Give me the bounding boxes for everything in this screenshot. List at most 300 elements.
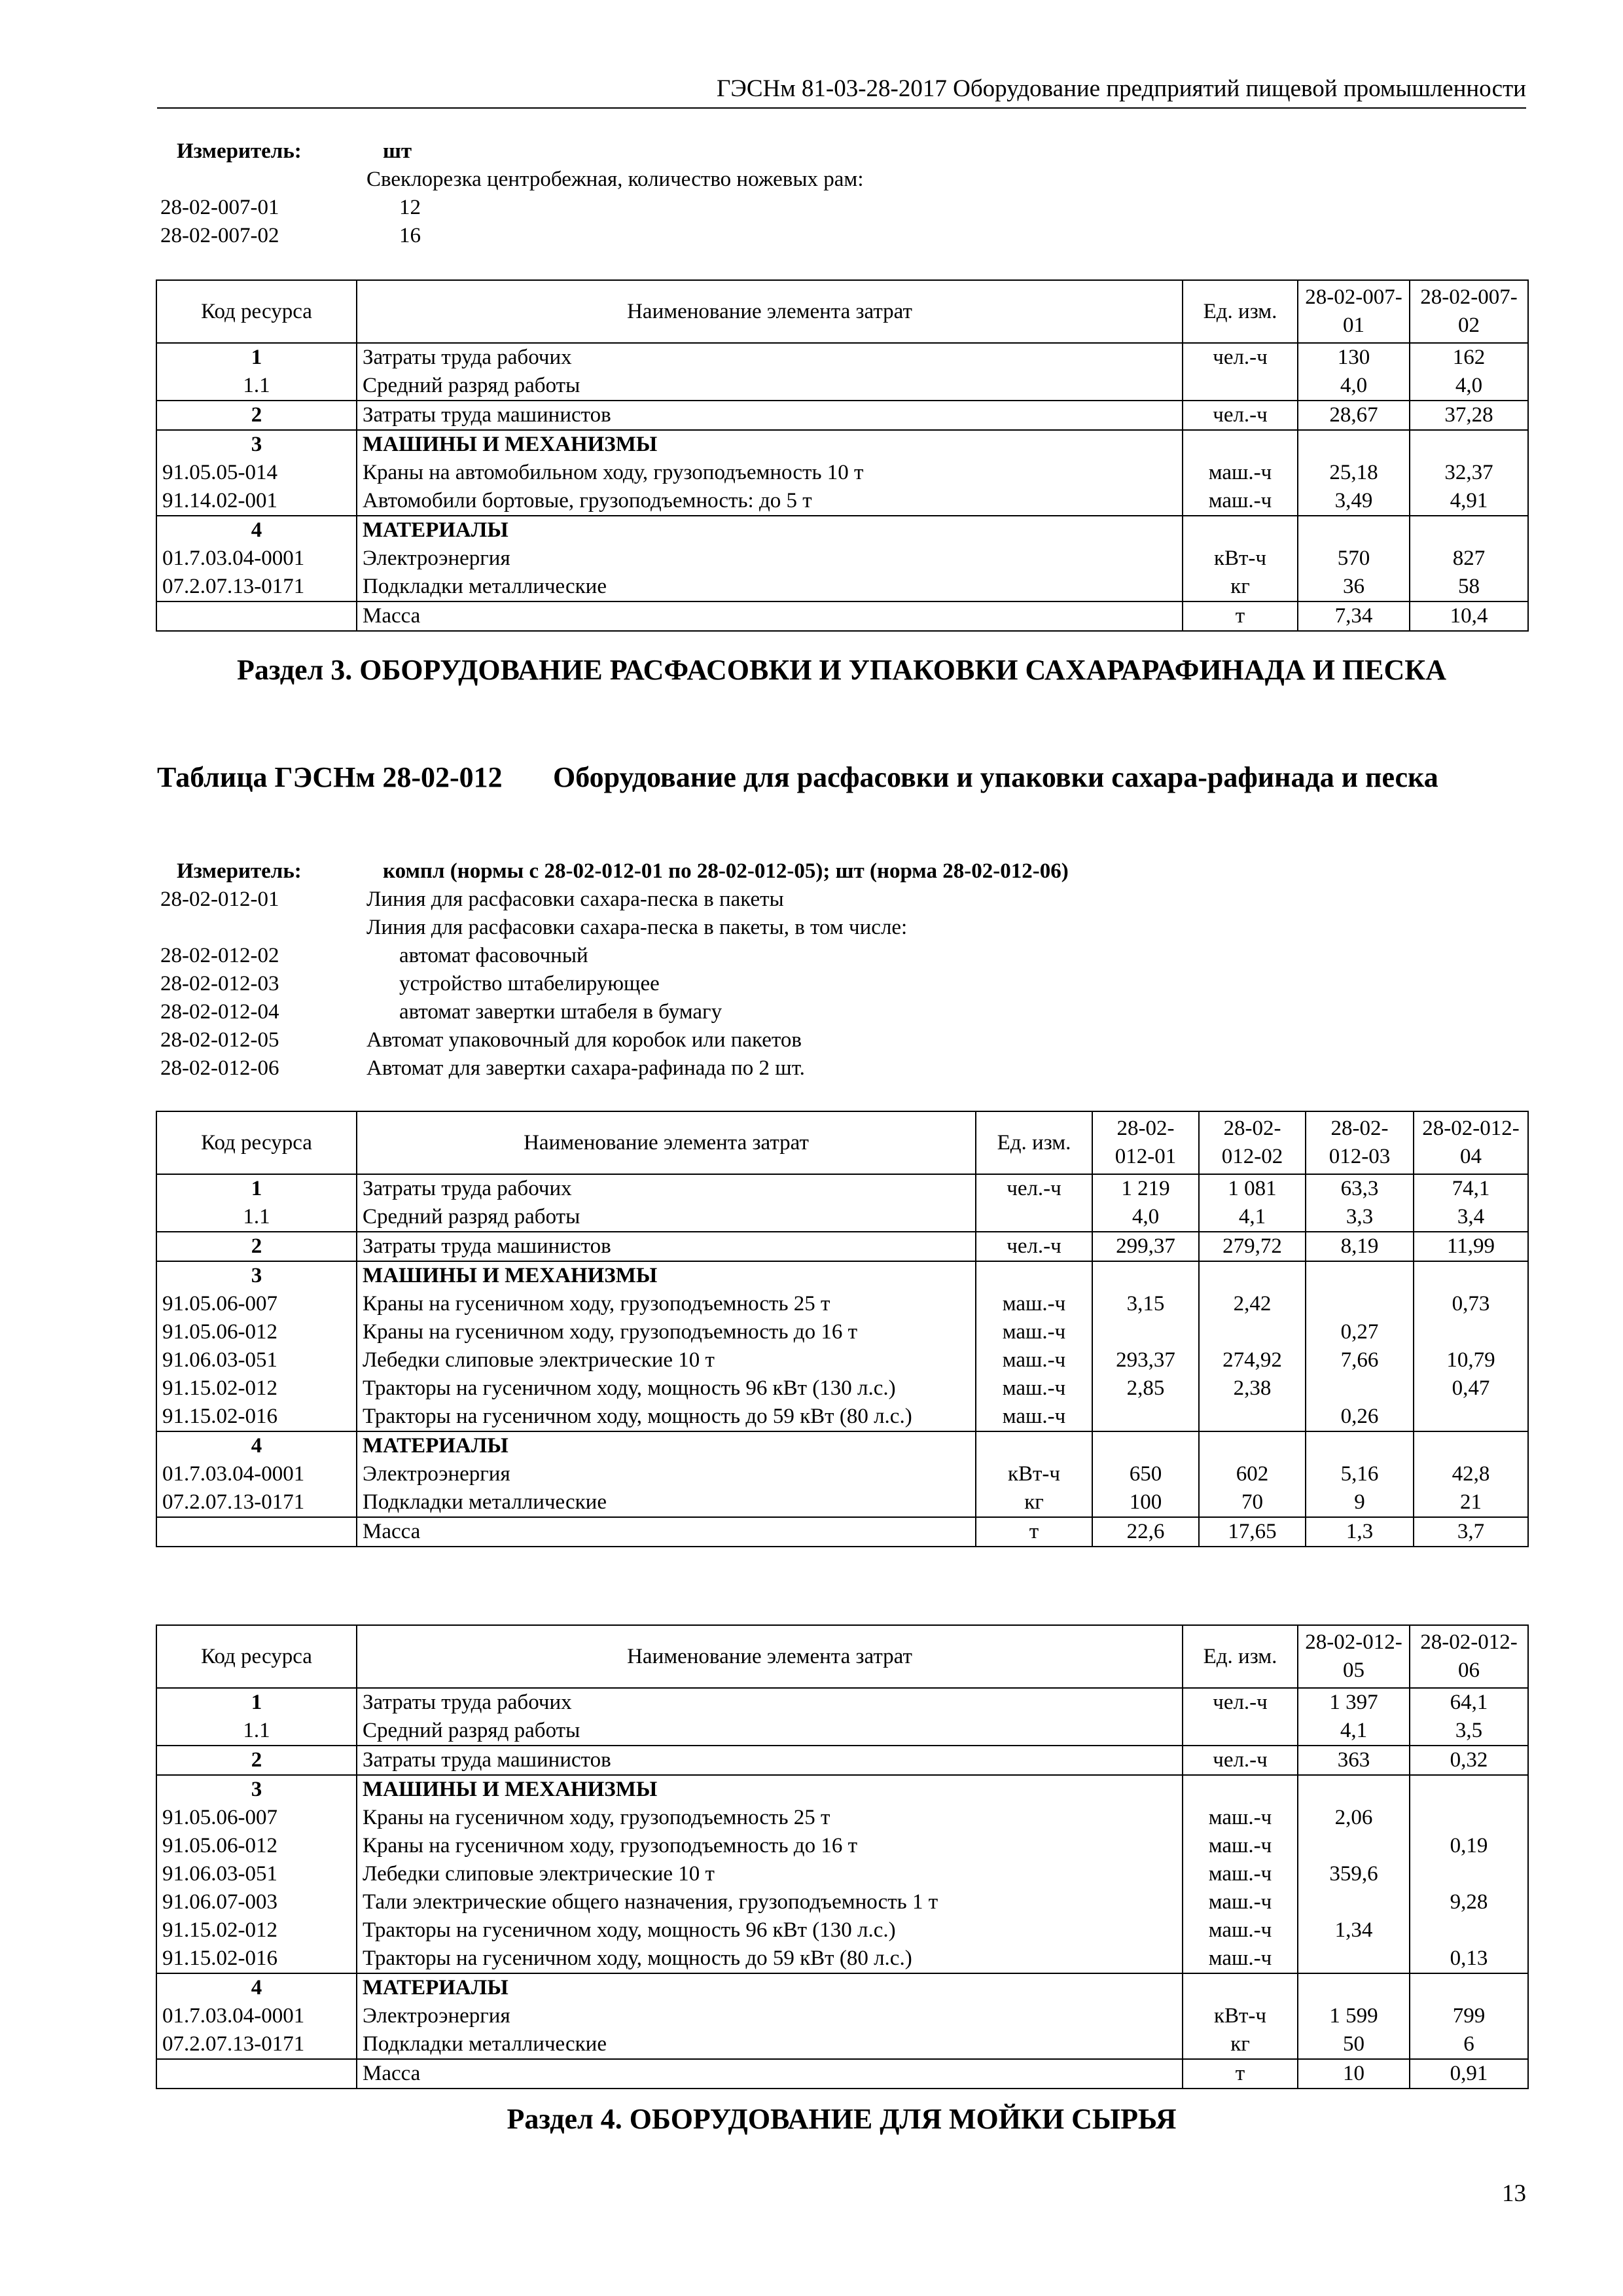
cell-name: Лебедки слиповые электрические 10 т bbox=[357, 1346, 976, 1374]
table-row bbox=[156, 1318, 1528, 1346]
cell-value bbox=[1199, 1431, 1306, 1460]
table-row bbox=[156, 601, 1528, 631]
cell-value bbox=[1199, 1318, 1306, 1346]
table-row bbox=[156, 1916, 1528, 1945]
cell-value bbox=[1414, 1318, 1528, 1346]
col-header-norm: 28-02-012-04 bbox=[1414, 1111, 1528, 1174]
cell-name: Электроэнергия bbox=[357, 545, 1183, 573]
cell-code bbox=[156, 2059, 357, 2089]
table-header-row bbox=[156, 280, 1528, 343]
cell-value bbox=[1092, 1261, 1199, 1290]
cell-value: 1 219 bbox=[1092, 1174, 1199, 1203]
cell-code: 01.7.03.04-0001 bbox=[156, 545, 357, 573]
cell-code: 91.15.02-012 bbox=[156, 1374, 357, 1403]
cell-name: Тракторы на гусеничном ходу, мощность до 59 кВт (80 л.с.) bbox=[357, 1403, 976, 1431]
cell-value: 37,28 bbox=[1410, 401, 1528, 430]
cell-unit: чел.-ч bbox=[1183, 1688, 1298, 1717]
table-row bbox=[156, 1346, 1528, 1374]
cell-value: 10 bbox=[1298, 2059, 1410, 2089]
norm-text: 12 bbox=[399, 196, 421, 219]
cell-name: МАТЕРИАЛЫ bbox=[357, 516, 1183, 545]
cell-unit: т bbox=[1183, 601, 1298, 631]
cell-unit: маш.-ч bbox=[1183, 487, 1298, 516]
cell-value: 11,99 bbox=[1414, 1232, 1528, 1261]
table-title-name: Оборудование для расфасовки и упаковки сахара-рафинада и песка bbox=[553, 761, 1438, 793]
cell-value: 9,28 bbox=[1410, 1888, 1528, 1916]
cell-value bbox=[1298, 430, 1410, 459]
cell-value bbox=[1199, 1403, 1306, 1431]
table-row bbox=[156, 1517, 1528, 1547]
cell-value bbox=[1199, 1261, 1306, 1290]
cell-unit: маш.-ч bbox=[976, 1346, 1092, 1374]
cell-value: 74,1 bbox=[1414, 1174, 1528, 1203]
cell-name: Автомобили бортовые, грузоподъемность: до 5 т bbox=[357, 487, 1183, 516]
norm-code: 28-02-012-02 bbox=[160, 944, 279, 967]
cell-name: Тракторы на гусеничном ходу, мощность 96 кВт (130 л.с.) bbox=[357, 1916, 1183, 1945]
table-row bbox=[156, 2030, 1528, 2059]
cell-value: 22,6 bbox=[1092, 1517, 1199, 1547]
cell-name: МАТЕРИАЛЫ bbox=[357, 1431, 976, 1460]
cell-value bbox=[1410, 516, 1528, 545]
table-row bbox=[156, 1888, 1528, 1916]
table-row bbox=[156, 1832, 1528, 1860]
cell-code: 1 bbox=[156, 343, 357, 372]
cell-code: 1 bbox=[156, 1688, 357, 1717]
cell-value bbox=[1410, 1916, 1528, 1945]
cell-value bbox=[1306, 1374, 1414, 1403]
table-title-code: Таблица ГЭСНм 28-02-012 bbox=[157, 761, 503, 793]
cell-value: 0,27 bbox=[1306, 1318, 1414, 1346]
table-row bbox=[156, 516, 1528, 545]
section-3-title: Раздел 3. ОБОРУДОВАНИЕ РАСФАСОВКИ И УПАКОВКИ САХАРАРАФИНАДА И ПЕСКА bbox=[237, 654, 1446, 686]
cell-value: 3,15 bbox=[1092, 1290, 1199, 1318]
cell-unit: маш.-ч bbox=[1183, 1888, 1298, 1916]
cell-code: 4 bbox=[156, 1973, 357, 2002]
running-header: ГЭСНм 81-03-28-2017 Оборудование предприятий пищевой промышленности bbox=[157, 73, 1526, 109]
cell-code: 1.1 bbox=[156, 1717, 357, 1746]
table-row bbox=[156, 1232, 1528, 1261]
resource-table-1 bbox=[156, 279, 1529, 632]
cell-name: Краны на гусеничном ходу, грузоподъемность до 16 т bbox=[357, 1318, 976, 1346]
cell-name: Тракторы на гусеничном ходу, мощность 96 кВт (130 л.с.) bbox=[357, 1374, 976, 1403]
table-row bbox=[156, 1804, 1528, 1832]
cell-code: 91.06.03-051 bbox=[156, 1860, 357, 1888]
table-row bbox=[156, 1174, 1528, 1203]
cell-code: 91.14.02-001 bbox=[156, 487, 357, 516]
table-row bbox=[156, 1746, 1528, 1775]
cell-value: 2,85 bbox=[1092, 1374, 1199, 1403]
cell-value: 70 bbox=[1199, 1488, 1306, 1517]
table-row bbox=[156, 372, 1528, 401]
cell-unit: маш.-ч bbox=[976, 1403, 1092, 1431]
col-header-code: Код ресурса bbox=[156, 280, 357, 343]
cell-value bbox=[1306, 1431, 1414, 1460]
norm-code: 28-02-012-06 bbox=[160, 1056, 279, 1080]
cell-unit: маш.-ч bbox=[1183, 1945, 1298, 1973]
col-header-norm: 28-02-012-06 bbox=[1410, 1625, 1528, 1688]
cell-name: Средний разряд работы bbox=[357, 1717, 1183, 1746]
cell-name: Краны на гусеничном ходу, грузоподъемность 25 т bbox=[357, 1804, 1183, 1832]
cell-code: 91.06.03-051 bbox=[156, 1346, 357, 1374]
col-header-name: Наименование элемента затрат bbox=[357, 280, 1183, 343]
resource-table-3 bbox=[156, 1624, 1529, 2089]
cell-value bbox=[1410, 1775, 1528, 1804]
cell-value: 4,0 bbox=[1092, 1203, 1199, 1232]
cell-unit bbox=[1183, 430, 1298, 459]
cell-code: 3 bbox=[156, 1775, 357, 1804]
cell-value: 4,0 bbox=[1410, 372, 1528, 401]
cell-value: 299,37 bbox=[1092, 1232, 1199, 1261]
table-row bbox=[156, 1488, 1528, 1517]
col-header-code: Код ресурса bbox=[156, 1111, 357, 1174]
cell-unit: маш.-ч bbox=[1183, 1860, 1298, 1888]
col-header-code: Код ресурса bbox=[156, 1625, 357, 1688]
cell-unit bbox=[976, 1431, 1092, 1460]
table-row bbox=[156, 2059, 1528, 2089]
cell-name: Средний разряд работы bbox=[357, 1203, 976, 1232]
cell-name: Затраты труда рабочих bbox=[357, 1174, 976, 1203]
col-header-name: Наименование элемента затрат bbox=[357, 1111, 976, 1174]
cell-code: 91.05.05-014 bbox=[156, 459, 357, 487]
cell-code bbox=[156, 1517, 357, 1547]
cell-code: 91.05.06-012 bbox=[156, 1318, 357, 1346]
cell-code: 1 bbox=[156, 1174, 357, 1203]
cell-code: 91.05.06-007 bbox=[156, 1290, 357, 1318]
cell-unit: кг bbox=[976, 1488, 1092, 1517]
cell-value: 28,67 bbox=[1298, 401, 1410, 430]
cell-unit: маш.-ч bbox=[976, 1290, 1092, 1318]
cell-value: 8,19 bbox=[1306, 1232, 1414, 1261]
cell-value: 827 bbox=[1410, 545, 1528, 573]
cell-unit: кВт-ч bbox=[1183, 545, 1298, 573]
cell-value: 63,3 bbox=[1306, 1174, 1414, 1203]
cell-value: 58 bbox=[1410, 573, 1528, 601]
norm-text: Автомат упаковочный для коробок или пакетов bbox=[366, 1028, 802, 1052]
table-row bbox=[156, 573, 1528, 601]
table-row bbox=[156, 1290, 1528, 1318]
norm-item bbox=[160, 914, 1522, 942]
norm-item bbox=[160, 970, 1522, 998]
cell-name: Краны на гусеничном ходу, грузоподъемность 25 т bbox=[357, 1290, 976, 1318]
cell-value: 25,18 bbox=[1298, 459, 1410, 487]
cell-value bbox=[1410, 1860, 1528, 1888]
cell-value: 0,32 bbox=[1410, 1746, 1528, 1775]
table-row bbox=[156, 1460, 1528, 1488]
cell-unit bbox=[1183, 1973, 1298, 2002]
cell-code: 2 bbox=[156, 1232, 357, 1261]
cell-value bbox=[1410, 430, 1528, 459]
cell-name: Затраты труда машинистов bbox=[357, 1232, 976, 1261]
cell-value: 7,34 bbox=[1298, 601, 1410, 631]
cell-value: 6 bbox=[1410, 2030, 1528, 2059]
col-header-norm: 28-02-012-05 bbox=[1298, 1625, 1410, 1688]
col-header-norm: 28-02-012-01 bbox=[1092, 1111, 1199, 1174]
norm-text: Автомат для завертки сахара-рафинада по 2 шт. bbox=[366, 1056, 805, 1080]
cell-name: МАШИНЫ И МЕХАНИЗМЫ bbox=[357, 1775, 1183, 1804]
norm-code: 28-02-012-03 bbox=[160, 972, 279, 996]
cell-value bbox=[1306, 1290, 1414, 1318]
cell-value bbox=[1092, 1403, 1199, 1431]
cell-value bbox=[1298, 1945, 1410, 1973]
cell-value: 0,13 bbox=[1410, 1945, 1528, 1973]
cell-value: 1 081 bbox=[1199, 1174, 1306, 1203]
cell-value: 0,91 bbox=[1410, 2059, 1528, 2089]
table-row bbox=[156, 401, 1528, 430]
norm-text: автомат завертки штабеля в бумагу bbox=[399, 1000, 722, 1024]
cell-name: Тракторы на гусеничном ходу, мощность до 59 кВт (80 л.с.) bbox=[357, 1945, 1183, 1973]
cell-name: Подкладки металлические bbox=[357, 1488, 976, 1517]
cell-code: 91.05.06-012 bbox=[156, 1832, 357, 1860]
page-number: 13 bbox=[1502, 2180, 1526, 2207]
cell-code: 07.2.07.13-0171 bbox=[156, 573, 357, 601]
cell-name: Краны на автомобильном ходу, грузоподъемность 10 т bbox=[357, 459, 1183, 487]
cell-value: 10,4 bbox=[1410, 601, 1528, 631]
cell-name: Подкладки металлические bbox=[357, 2030, 1183, 2059]
norm-text: Линия для расфасовки сахара-песка в пакеты, в том числе: bbox=[366, 916, 908, 939]
cell-value: 3,5 bbox=[1410, 1717, 1528, 1746]
cell-value: 0,26 bbox=[1306, 1403, 1414, 1431]
cell-value bbox=[1298, 1973, 1410, 2002]
cell-code: 3 bbox=[156, 1261, 357, 1290]
cell-value bbox=[1298, 1888, 1410, 1916]
measure-value: шт bbox=[383, 139, 412, 163]
cell-name: Затраты труда рабочих bbox=[357, 1688, 1183, 1717]
cell-value: 130 bbox=[1298, 343, 1410, 372]
col-header-norm: 28-02-012-02 bbox=[1199, 1111, 1306, 1174]
cell-unit bbox=[1183, 516, 1298, 545]
cell-code: 4 bbox=[156, 516, 357, 545]
cell-name: МАШИНЫ И МЕХАНИЗМЫ bbox=[357, 1261, 976, 1290]
cell-unit bbox=[976, 1261, 1092, 1290]
cell-code: 4 bbox=[156, 1431, 357, 1460]
cell-value: 1 397 bbox=[1298, 1688, 1410, 1717]
norm-code: 28-02-012-05 bbox=[160, 1028, 279, 1052]
table-row bbox=[156, 1945, 1528, 1973]
table-row bbox=[156, 1973, 1528, 2002]
cell-code: 91.05.06-007 bbox=[156, 1804, 357, 1832]
cell-unit: чел.-ч bbox=[1183, 1746, 1298, 1775]
cell-unit: т bbox=[1183, 2059, 1298, 2089]
cell-unit: маш.-ч bbox=[1183, 1916, 1298, 1945]
col-header-unit: Ед. изм. bbox=[1183, 280, 1298, 343]
cell-name: Краны на гусеничном ходу, грузоподъемность до 16 т bbox=[357, 1832, 1183, 1860]
table-row bbox=[156, 459, 1528, 487]
norm-item bbox=[160, 942, 1522, 970]
cell-value: 279,72 bbox=[1199, 1232, 1306, 1261]
norm-text: автомат фасовочный bbox=[399, 944, 588, 967]
measure-desc: Свеклорезка центробежная, количество ножевых рам: bbox=[366, 168, 864, 191]
cell-code: 91.15.02-012 bbox=[156, 1916, 357, 1945]
table-row bbox=[156, 1775, 1528, 1804]
norm-text: Линия для расфасовки сахара-песка в пакеты bbox=[366, 888, 784, 911]
cell-unit: маш.-ч bbox=[1183, 459, 1298, 487]
cell-code: 07.2.07.13-0171 bbox=[156, 1488, 357, 1517]
cell-value: 100 bbox=[1092, 1488, 1199, 1517]
table-row bbox=[156, 1403, 1528, 1431]
cell-code: 01.7.03.04-0001 bbox=[156, 1460, 357, 1488]
table-row bbox=[156, 1261, 1528, 1290]
cell-value: 7,66 bbox=[1306, 1346, 1414, 1374]
cell-code: 91.15.02-016 bbox=[156, 1945, 357, 1973]
measure-value: компл (нормы с 28-02-012-01 по 28-02-012-05); шт (норма 28-02-012-06) bbox=[383, 859, 1069, 883]
table-row bbox=[156, 1431, 1528, 1460]
cell-value bbox=[1306, 1261, 1414, 1290]
cell-value: 3,7 bbox=[1414, 1517, 1528, 1547]
cell-code: 2 bbox=[156, 1746, 357, 1775]
cell-value: 2,42 bbox=[1199, 1290, 1306, 1318]
norm-code: 28-02-012-01 bbox=[160, 888, 279, 911]
cell-code: 3 bbox=[156, 430, 357, 459]
cell-value: 293,37 bbox=[1092, 1346, 1199, 1374]
cell-value bbox=[1298, 1832, 1410, 1860]
cell-code: 01.7.03.04-0001 bbox=[156, 2002, 357, 2030]
cell-value bbox=[1414, 1403, 1528, 1431]
cell-unit: маш.-ч bbox=[1183, 1804, 1298, 1832]
cell-value: 3,3 bbox=[1306, 1203, 1414, 1232]
cell-name: Масса bbox=[357, 601, 1183, 631]
table-row bbox=[156, 1860, 1528, 1888]
measure-label: Измеритель: bbox=[177, 859, 302, 883]
cell-unit bbox=[1183, 1775, 1298, 1804]
cell-unit: чел.-ч bbox=[976, 1232, 1092, 1261]
cell-value bbox=[1092, 1431, 1199, 1460]
cell-name: Тали электрические общего назначения, грузоподъемность 1 т bbox=[357, 1888, 1183, 1916]
cell-value bbox=[1092, 1318, 1199, 1346]
cell-value: 17,65 bbox=[1199, 1517, 1306, 1547]
cell-value: 1,3 bbox=[1306, 1517, 1414, 1547]
norm-item bbox=[160, 886, 1522, 914]
cell-value: 359,6 bbox=[1298, 1860, 1410, 1888]
cell-name: МАТЕРИАЛЫ bbox=[357, 1973, 1183, 2002]
norm-item bbox=[160, 1026, 1522, 1054]
cell-value: 4,91 bbox=[1410, 487, 1528, 516]
cell-code: 2 bbox=[156, 401, 357, 430]
cell-unit: чел.-ч bbox=[1183, 343, 1298, 372]
norm-code: 28-02-007-02 bbox=[160, 224, 279, 247]
cell-value bbox=[1410, 1804, 1528, 1832]
cell-name: Затраты труда рабочих bbox=[357, 343, 1183, 372]
cell-value: 570 bbox=[1298, 545, 1410, 573]
cell-value: 9 bbox=[1306, 1488, 1414, 1517]
cell-value bbox=[1298, 516, 1410, 545]
cell-unit: т bbox=[976, 1517, 1092, 1547]
cell-value: 42,8 bbox=[1414, 1460, 1528, 1488]
cell-value: 363 bbox=[1298, 1746, 1410, 1775]
col-header-name: Наименование элемента затрат bbox=[357, 1625, 1183, 1688]
cell-unit: кг bbox=[1183, 2030, 1298, 2059]
measure-label: Измеритель: bbox=[177, 139, 302, 163]
cell-unit: маш.-ч bbox=[976, 1374, 1092, 1403]
cell-value: 0,73 bbox=[1414, 1290, 1528, 1318]
norm-text: 16 bbox=[399, 224, 421, 247]
resource-table-2 bbox=[156, 1111, 1529, 1547]
cell-value: 50 bbox=[1298, 2030, 1410, 2059]
cell-name: Затраты труда машинистов bbox=[357, 401, 1183, 430]
cell-value: 4,1 bbox=[1199, 1203, 1306, 1232]
cell-value: 4,1 bbox=[1298, 1717, 1410, 1746]
table-row bbox=[156, 343, 1528, 372]
cell-name: Масса bbox=[357, 1517, 976, 1547]
col-header-norm: 28-02-012-03 bbox=[1306, 1111, 1414, 1174]
cell-name: Лебедки слиповые электрические 10 т bbox=[357, 1860, 1183, 1888]
cell-unit: маш.-ч bbox=[976, 1318, 1092, 1346]
cell-name: Средний разряд работы bbox=[357, 372, 1183, 401]
table-row bbox=[156, 430, 1528, 459]
table-header-row bbox=[156, 1625, 1528, 1688]
col-header-norm: 28-02-007-01 bbox=[1298, 280, 1410, 343]
norm-text: устройство штабелирующее bbox=[399, 972, 660, 996]
cell-code: 1.1 bbox=[156, 372, 357, 401]
table-header-row bbox=[156, 1111, 1528, 1174]
cell-unit: кВт-ч bbox=[976, 1460, 1092, 1488]
cell-name: МАШИНЫ И МЕХАНИЗМЫ bbox=[357, 430, 1183, 459]
measure-block-1 bbox=[160, 137, 1522, 250]
cell-unit bbox=[1183, 1717, 1298, 1746]
measure-block-2 bbox=[160, 857, 1522, 1083]
cell-value: 0,47 bbox=[1414, 1374, 1528, 1403]
cell-value bbox=[1414, 1261, 1528, 1290]
cell-code: 1.1 bbox=[156, 1203, 357, 1232]
norm-code: 28-02-012-04 bbox=[160, 1000, 279, 1024]
norm-code: 28-02-007-01 bbox=[160, 196, 279, 219]
cell-name: Затраты труда машинистов bbox=[357, 1746, 1183, 1775]
cell-unit: кВт-ч bbox=[1183, 2002, 1298, 2030]
cell-unit bbox=[1183, 372, 1298, 401]
cell-value: 36 bbox=[1298, 573, 1410, 601]
table-row bbox=[156, 1717, 1528, 1746]
cell-unit: чел.-ч bbox=[1183, 401, 1298, 430]
norm-item bbox=[160, 998, 1522, 1026]
norm-code bbox=[160, 914, 366, 942]
col-header-unit: Ед. изм. bbox=[1183, 1625, 1298, 1688]
cell-unit: маш.-ч bbox=[1183, 1832, 1298, 1860]
section-4-title: Раздел 4. ОБОРУДОВАНИЕ ДЛЯ МОЙКИ СЫРЬЯ bbox=[507, 2103, 1177, 2135]
cell-value: 602 bbox=[1199, 1460, 1306, 1488]
cell-value bbox=[1410, 1973, 1528, 2002]
cell-value: 64,1 bbox=[1410, 1688, 1528, 1717]
cell-value: 21 bbox=[1414, 1488, 1528, 1517]
cell-value: 2,06 bbox=[1298, 1804, 1410, 1832]
cell-unit bbox=[976, 1203, 1092, 1232]
cell-value: 5,16 bbox=[1306, 1460, 1414, 1488]
cell-code bbox=[156, 601, 357, 631]
cell-value: 162 bbox=[1410, 343, 1528, 372]
table-row bbox=[156, 2002, 1528, 2030]
cell-value: 799 bbox=[1410, 2002, 1528, 2030]
cell-value: 3,4 bbox=[1414, 1203, 1528, 1232]
cell-unit: кг bbox=[1183, 573, 1298, 601]
table-row bbox=[156, 1203, 1528, 1232]
table-row bbox=[156, 1688, 1528, 1717]
cell-value: 1 599 bbox=[1298, 2002, 1410, 2030]
cell-value: 0,19 bbox=[1410, 1832, 1528, 1860]
col-header-norm: 28-02-007-02 bbox=[1410, 280, 1528, 343]
cell-code: 91.15.02-016 bbox=[156, 1403, 357, 1431]
cell-value: 3,49 bbox=[1298, 487, 1410, 516]
table-row bbox=[156, 487, 1528, 516]
cell-name: Масса bbox=[357, 2059, 1183, 2089]
cell-name: Электроэнергия bbox=[357, 2002, 1183, 2030]
cell-value: 1,34 bbox=[1298, 1916, 1410, 1945]
norm-item bbox=[160, 1054, 1522, 1083]
cell-name: Электроэнергия bbox=[357, 1460, 976, 1488]
cell-value bbox=[1298, 1775, 1410, 1804]
table-row bbox=[156, 545, 1528, 573]
cell-value: 2,38 bbox=[1199, 1374, 1306, 1403]
table-row bbox=[156, 1374, 1528, 1403]
cell-code: 07.2.07.13-0171 bbox=[156, 2030, 357, 2059]
cell-value: 32,37 bbox=[1410, 459, 1528, 487]
